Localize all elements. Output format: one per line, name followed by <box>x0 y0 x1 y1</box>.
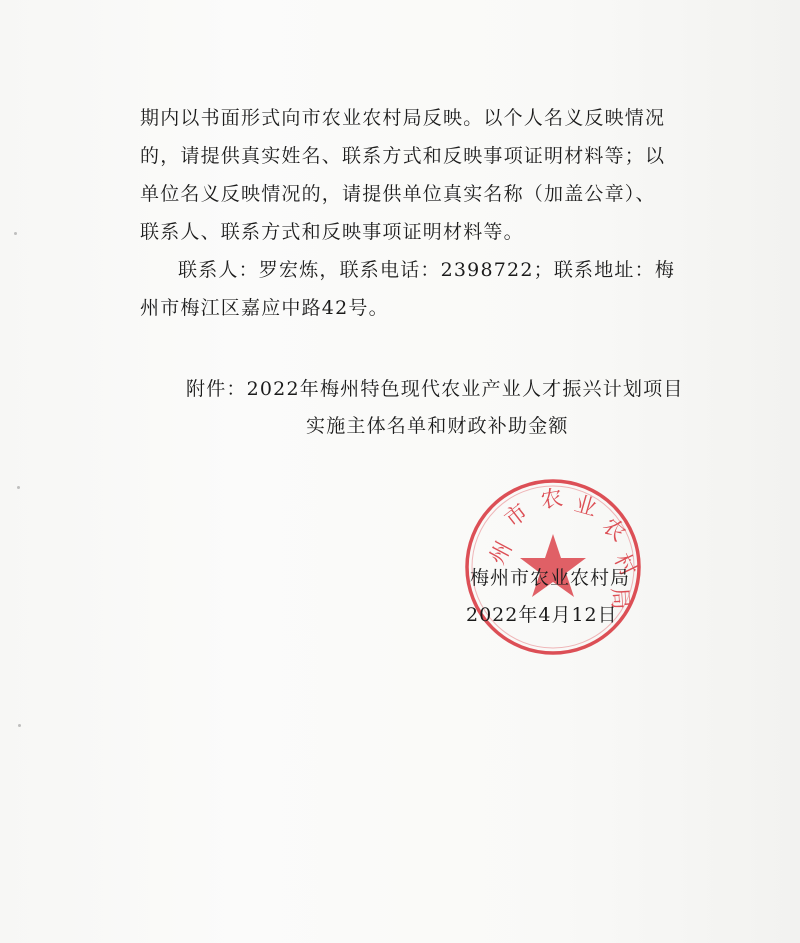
svg-text:州: 州 <box>485 537 518 569</box>
svg-text:局: 局 <box>606 586 633 611</box>
svg-text:业: 业 <box>571 491 600 522</box>
scan-speck <box>18 724 21 727</box>
svg-text:农: 农 <box>597 513 631 547</box>
svg-text:市: 市 <box>500 499 534 533</box>
signature-org: 梅州市农业农村局 <box>470 567 631 589</box>
paragraph-line-4: 联系人、联系方式和反映事项证明材料等。 <box>140 221 524 243</box>
paragraph-line-3: 单位名义反映情况的，请提供单位真实名称（加盖公章）、 <box>140 183 656 205</box>
paragraph-line-2: 的，请提供真实姓名、联系方式和反映事项证明材料等；以 <box>140 145 666 167</box>
paragraph-line-1: 期内以书面形式向市农业农村局反映。以个人名义反映情况 <box>140 107 666 129</box>
scan-speck <box>14 232 17 235</box>
contact-line-1: 联系人：罗宏炼，联系电话：2398722；联系地址：梅 <box>178 259 676 281</box>
svg-text:农: 农 <box>538 485 565 514</box>
contact-line-2: 州市梅江区嘉应中路42号。 <box>140 297 389 319</box>
scan-speck <box>17 486 20 489</box>
signature-date: 2022年4月12日 <box>466 604 618 626</box>
attachment-line-2: 实施主体名单和财政补助金额 <box>306 415 569 437</box>
attachment-line-1: 附件：2022年梅州特色现代农业产业人才振兴计划项目 <box>186 378 684 400</box>
svg-text:村: 村 <box>608 549 641 581</box>
